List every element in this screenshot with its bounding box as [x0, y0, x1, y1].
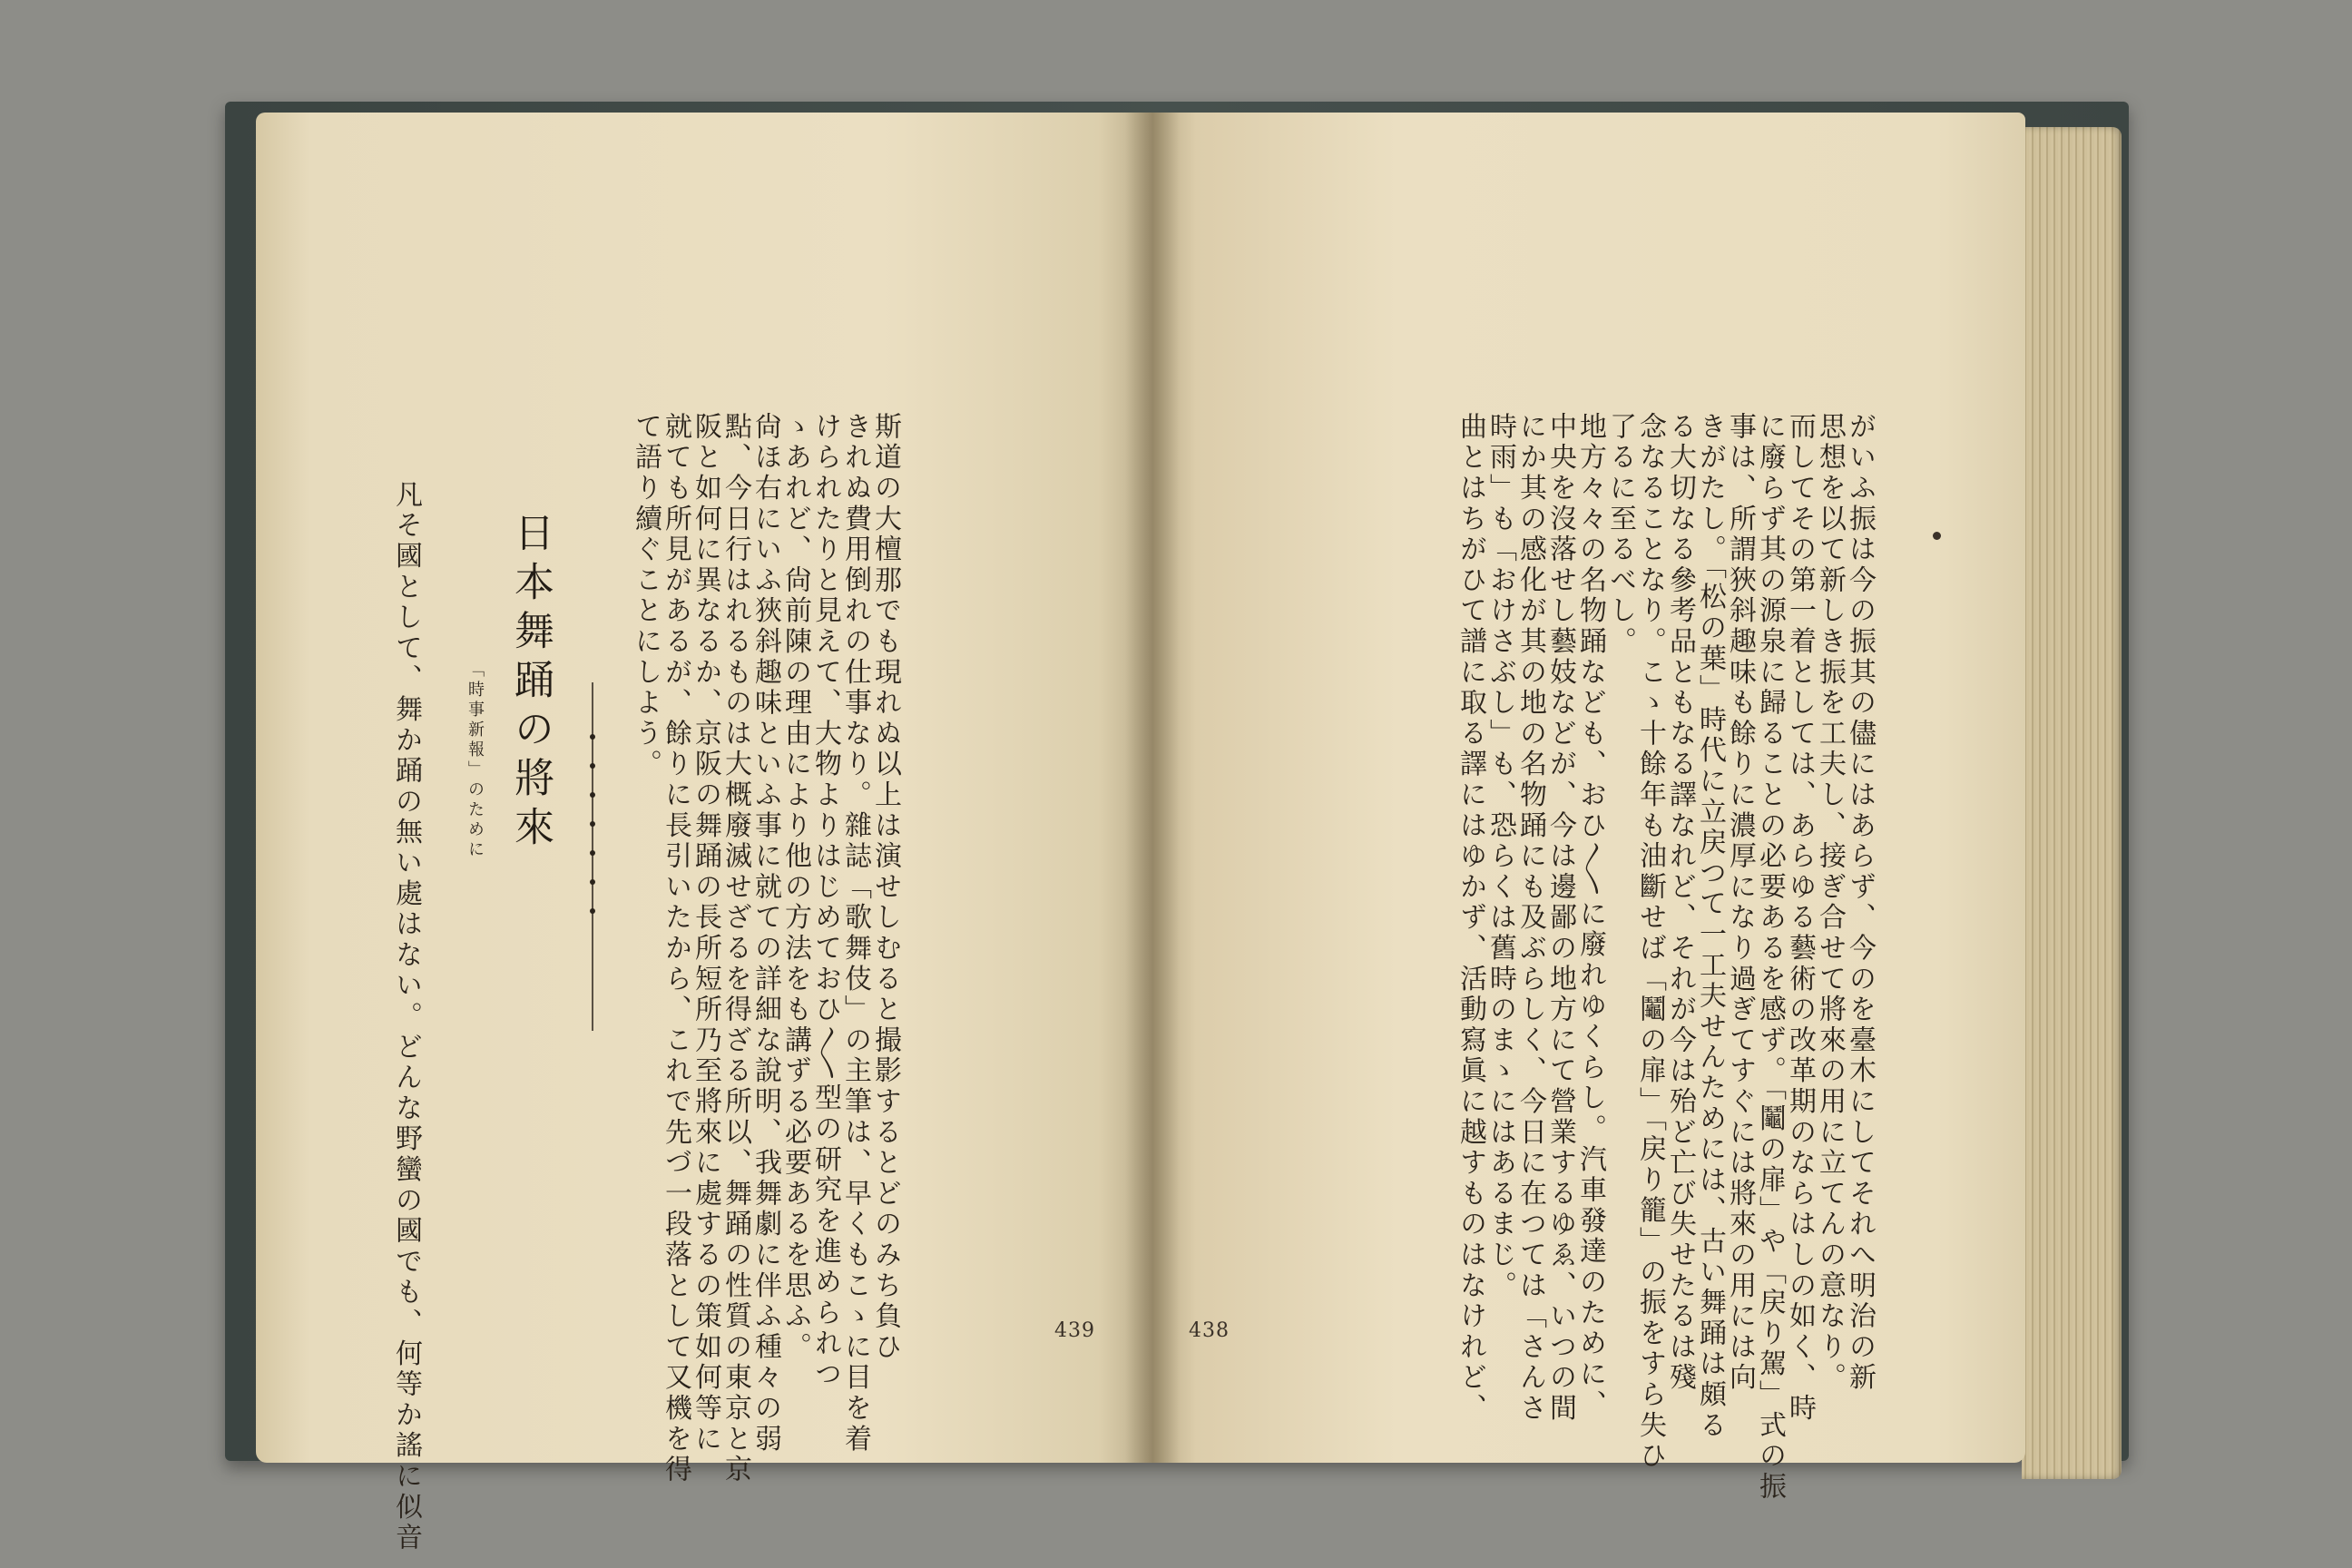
right-body-column: る大切なる參考品ともなる譯なれど、それが今は殆ど亡び失せたるは殘 [1664, 412, 1696, 1394]
left-body-column: 就ても所見があるが、餘りに長引いたから、これで先づ一段落として又機を得 [660, 412, 691, 1485]
section-title: 日本舞踊の將來 [507, 512, 554, 855]
page-number: 439 [1054, 1319, 1095, 1342]
decorative-rule [586, 682, 599, 1031]
ink-spot [1933, 532, 1941, 540]
right-body-column: 而してその第一着としては、あらゆる藝術の改革期のならはしの如く、時 [1784, 412, 1816, 1425]
right-body-column: にか其の感化が其の地の名物踊にも及ぶらしく、今日に在つては「さんさ [1514, 412, 1546, 1425]
left-body-column: けられたりと見えて、大物よりはじめておひ〳〵型の研究を進められつ [809, 412, 841, 1390]
book-gutter [1125, 113, 1180, 1463]
right-page [1152, 113, 2025, 1503]
left-body-column: 尙ほ右にいふ狹斜趣味といふ事に就ての詳細な說明、我舞劇に伴ふ種々の弱 [750, 412, 781, 1455]
right-body-column: 念なることなり。こゝ十餘年も油斷せば「鬮の扉」「戻り籠」の振をすら失ひ [1634, 412, 1666, 1472]
right-body-column: 時雨」も「おけさぶし」も、恐らくは舊時のまゝにはあるまじ。 [1485, 412, 1516, 1302]
right-body-column: 地方々々の名物踊なども、おひ〳〵に廢れゆくらし。汽車發達のために、 [1574, 412, 1606, 1421]
left-body-column: て語り續ぐことにしよう。 [630, 412, 662, 780]
right-body-column: 事は、所謂狹斜趣味も餘りに濃厚になり過ぎてすぐには將來の用には向 [1724, 412, 1756, 1394]
left-body-column: 阪と如何に異なるか、京阪の舞踊の長所短所乃至將來に處するの策如何等に [690, 412, 721, 1455]
right-body-column: 了るに至るべし。 [1604, 412, 1636, 658]
left-body-column: ゝあれど、尙前陳の理由により他の方法をも講ずる必要あるを思ふ。 [779, 412, 811, 1363]
section-subtitle: 「時事新報」のために [466, 661, 485, 860]
right-body-column: に廢らず其の源泉に歸ることの必要あるを感ず。「鬮の扉」や「戻り駕」式の振 [1754, 412, 1786, 1503]
left-body-column: 點、今日行はれるものは大概廢滅せざるを得ざる所以、舞踊の性質の東京と京 [720, 412, 751, 1485]
left-body-column: 斯道の大檀那でも現れぬ以上は演せしむると撮影するとどのみち負ひ [869, 412, 901, 1363]
right-body-column: きがたし。「松の葉」時代に立戻つて一工夫せんためには、古い舞踊は頗る [1694, 412, 1726, 1442]
right-body-column: がいふ振は今の振其の儘にはあらず、今のを臺木にしてそれへ明治の新 [1844, 412, 1876, 1394]
page-edges [2022, 127, 2122, 1479]
right-body-column: 思想を以て新しき振を工夫し、接ぎ合せて將來の用に立てんの意なり。 [1814, 412, 1846, 1394]
right-body-column: 曲とはちがひて譜に取る譯にはゆかず、活動寫眞に越すものはなけれど、 [1455, 412, 1486, 1425]
page-number: 438 [1189, 1319, 1230, 1342]
right-body-column: 中央を沒落せし藝妓などが、今は邊鄙の地方にて營業するゆゑ、いつの間 [1544, 412, 1576, 1425]
next-section-column: 凡そ國として、舞か踊の無い處はない。どんな野蠻の國でも、何等か謠に似音 [390, 480, 422, 1553]
left-body-column: きれぬ費用倒れの仕事なり。雜誌「歌舞伎」の主筆は、早くもこゝに目を着 [839, 412, 871, 1455]
left-page [256, 113, 1152, 1553]
